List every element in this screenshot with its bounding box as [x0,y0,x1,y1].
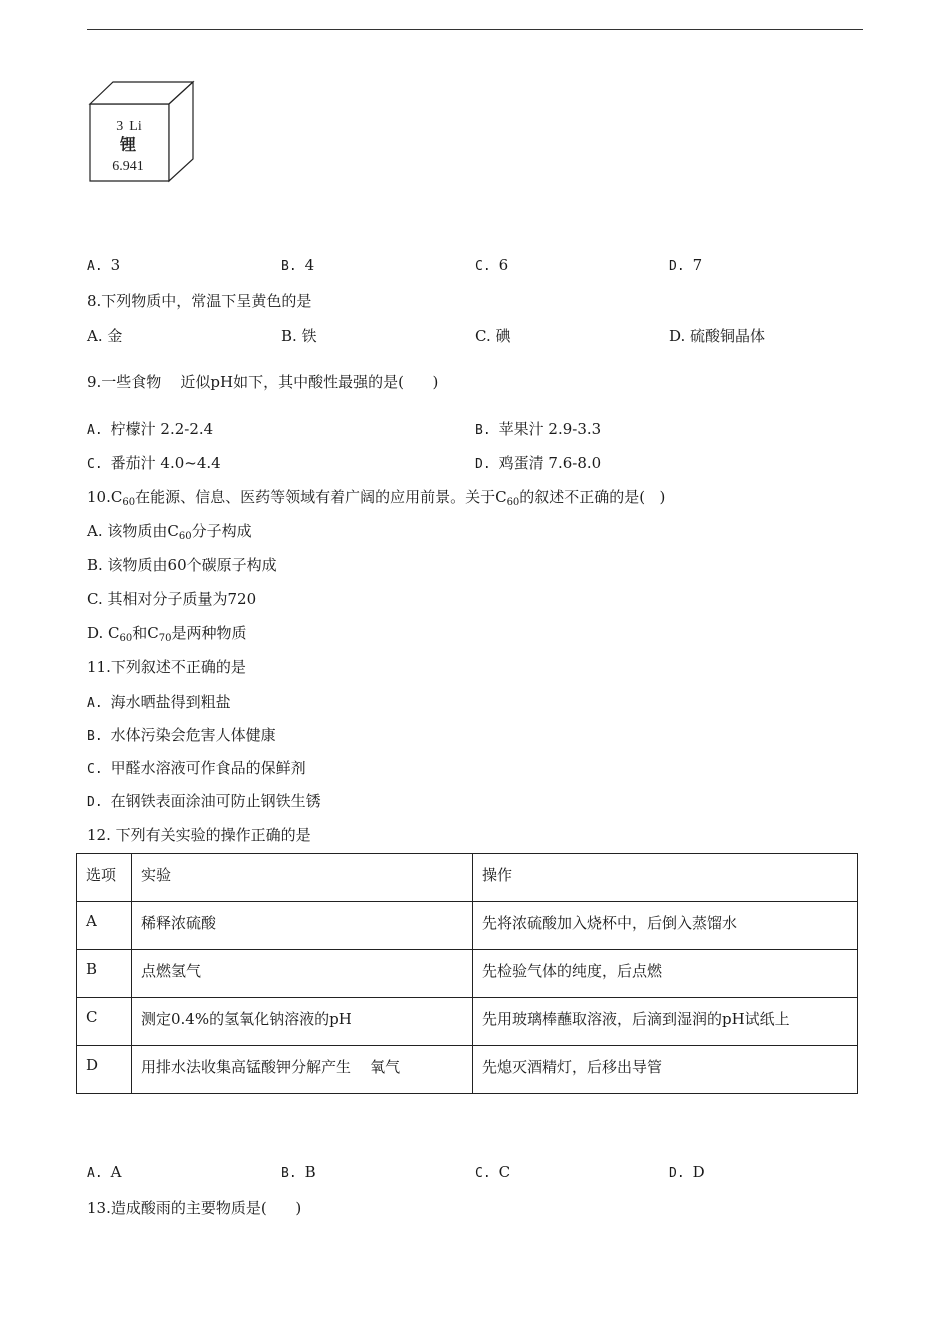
element-name: 锂 [119,135,137,154]
table-cell: D [77,1046,132,1094]
table-cell: 先用玻璃棒蘸取溶液，后滴到湿润的pH试纸上 [473,998,858,1046]
table-cell: 用排水法收集高锰酸钾分解产生 氧气 [132,1046,473,1094]
q8-option-a: A. 金 [87,327,123,345]
table-cell: 先检验气体的纯度，后点燃 [473,950,858,998]
table-cell: B [77,950,132,998]
table-cell: 测定0.4%的氢氧化钠溶液的pH [132,998,473,1046]
q11-option-d: D. 在钢铁表面涂油可防止钢铁生锈 [87,792,321,810]
q10-option-d: D. $C_{60}$和$C_{70}$是两种物质 [87,624,247,644]
q12-option-a: A. A [87,1163,122,1181]
q12-option-b: B. B [281,1163,316,1181]
q10-option-c: C. 其相对分子质量为720 [87,590,257,608]
q9-option-d: D. 鸡蛋清 7.6-8.0 [475,454,602,472]
q12-option-d: D. D [669,1163,705,1181]
q9-stem: 9.一些食物 近似pH如下，其中酸性最强的是( ) [87,373,439,391]
q11-option-a: A. 海水晒盐得到粗盐 [87,693,231,711]
table-row [77,950,858,998]
table-header-cell: 选项 [77,854,132,902]
q9-option-c: C. 番茄汁 4.0~4.4 [87,454,221,472]
q10-option-a: A. 该物质由$C_{60}$分子构成 [87,522,252,542]
header-rule [87,29,863,30]
table-cell: 先将浓硫酸加入烧杯中，后倒入蒸馏水 [473,902,858,950]
q10-stem: $10.C_{60}$在能源、信息、医药等领域有着广阔的应用前景。关于$C_{60}$的叙述不正确的是( ) [87,488,666,508]
element-number-symbol: 3 Li [116,119,142,134]
table-cell: A [77,902,132,950]
table-row [77,998,858,1046]
q8-option-d: D. 硫酸铜晶体 [669,327,766,345]
q8-option-c: C. 碘 [475,327,511,345]
q9-option-b: B. 苹果汁 2.9-3.3 [475,420,602,438]
q7-option-b: B. 4 [281,256,315,274]
q7-option-d: D. 7 [669,256,703,274]
element-mass: 6.941 [112,159,144,174]
table-cell: 稀释浓硫酸 [132,902,473,950]
table-header-cell: 操作 [473,854,858,902]
q13-stem: 13.造成酸雨的主要物质是( ) [87,1199,302,1217]
table-row [77,1046,858,1094]
q10-option-b: B. 该物质由60个碳原子构成 [87,556,277,574]
q9-option-a: A. 柠檬汁 2.2-2.4 [87,420,214,438]
table-cell: 先熄灭酒精灯，后移出导管 [473,1046,858,1094]
q11-option-b: B. 水体污染会危害人体健康 [87,726,276,744]
table-header-cell: 实验 [132,854,473,902]
q8-option-b: B. 铁 [281,327,317,345]
lithium-element-box [86,78,198,186]
q12-experiment-table [76,853,858,1094]
q11-option-c: C. 甲醛水溶液可作食品的保鲜剂 [87,759,306,777]
q11-stem: 11.下列叙述不正确的是 [87,658,246,676]
q8-stem: 8.下列物质中，常温下呈黄色的是 [87,292,312,310]
q12-option-c: C. C [475,1163,511,1181]
q12-stem: 12. 下列有关实验的操作正确的是 [87,826,311,844]
table-cell: 点燃氢气 [132,950,473,998]
table-row [77,902,858,950]
q7-option-a: A. 3 [87,256,121,274]
table-header-row [77,854,858,902]
table-cell: C [77,998,132,1046]
q7-option-c: C. 6 [475,256,509,274]
